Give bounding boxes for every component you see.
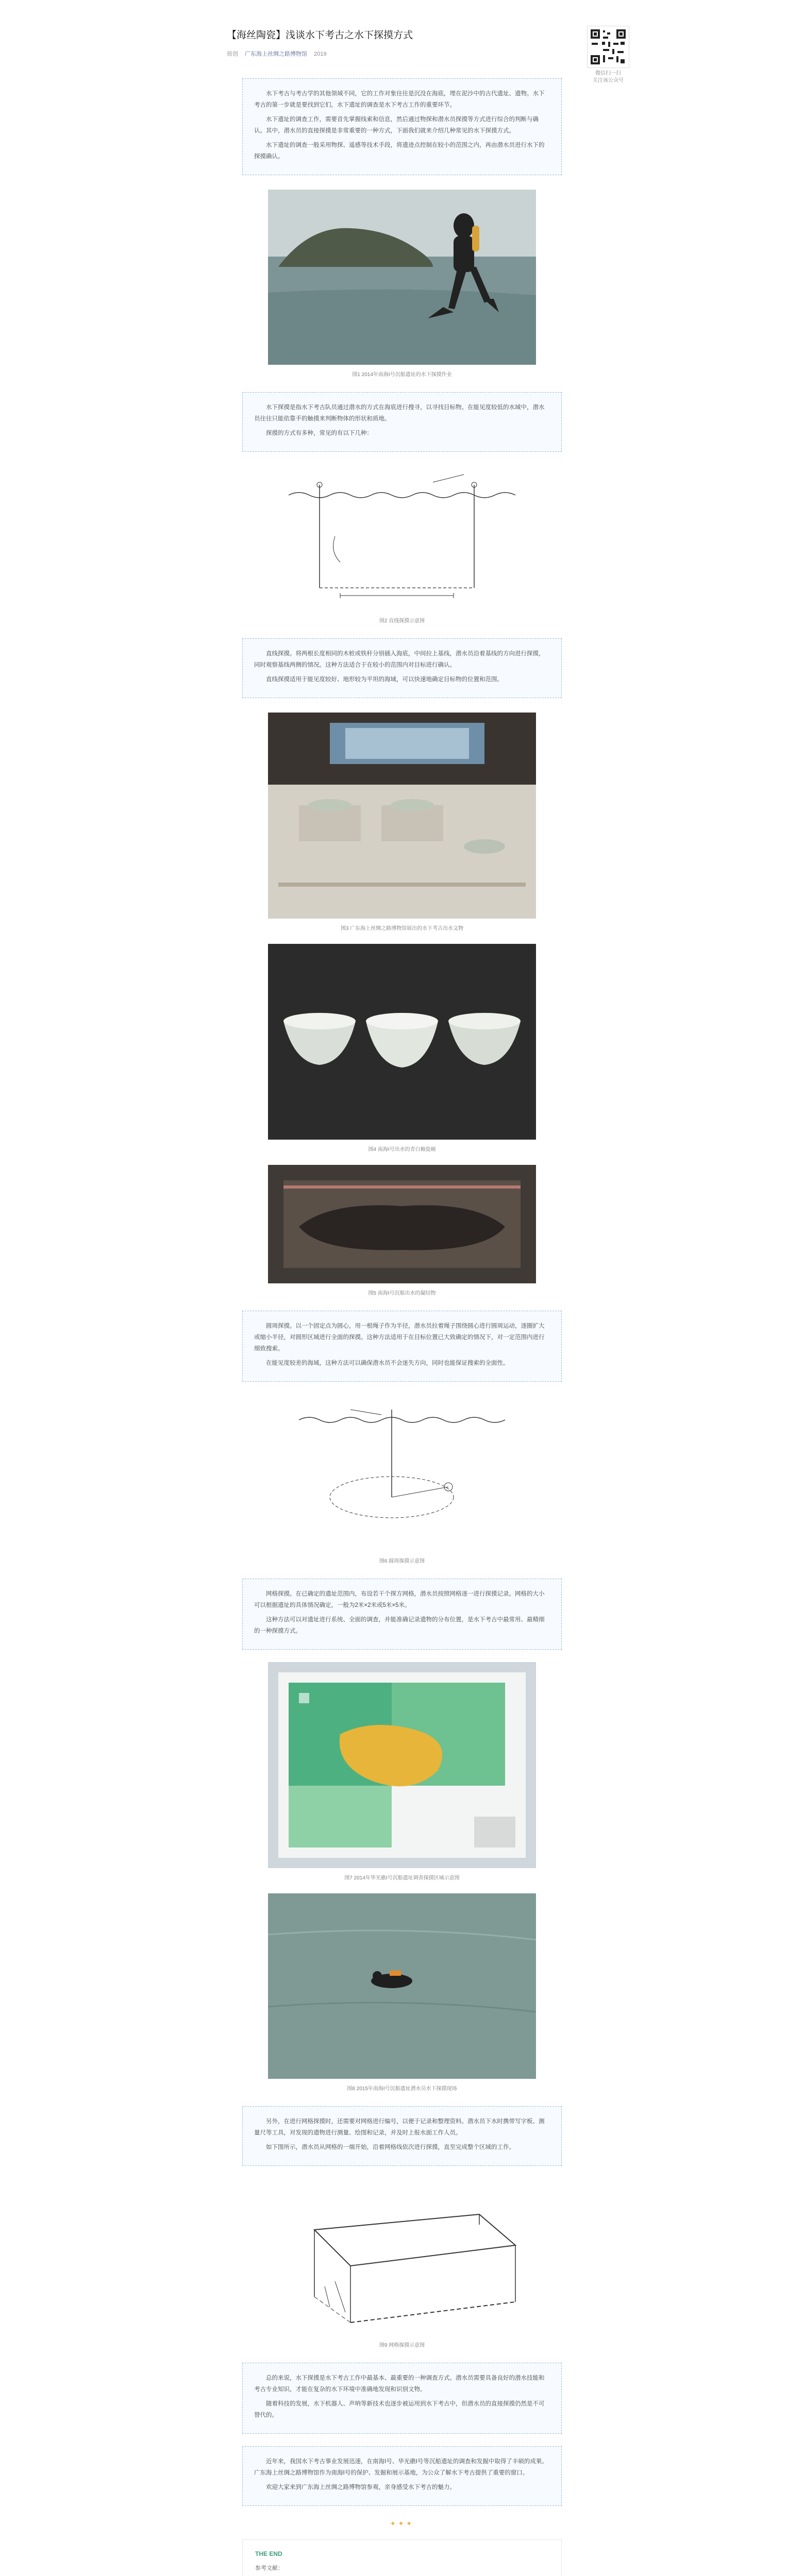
paragraph: 欢迎大家来到广东海上丝绸之路博物馆参观，亲身感受水下考古的魅力。 xyxy=(266,2484,456,2490)
line-search-sketch xyxy=(278,464,526,608)
paragraph: 探摸的方式有多种，常见的有以下几种： xyxy=(266,430,373,436)
paragraph: 近年来，我国水下考古事业发展迅速，在南海I号、华光礁I号等沉船遗址的调查和发掘中取得了丰硕的成果。广东海上丝绸之路博物馆作为南海I号的保护、发掘和展示基地，为公众了解水下考古提供了重要的窗口。 xyxy=(254,2459,548,2476)
paragraph: 水下考古与考古学的其他领域不同，它的工作对象往往是沉没在海底，埋在泥沙中的古代遗址、遗物。水下考古的第一步就是要找到它们，水下遗址的调查是水下考古工作的重要环节。 xyxy=(254,91,545,108)
figure-line-sketch xyxy=(227,464,577,624)
figure-exhibit xyxy=(227,713,577,931)
figure-caption: 图9 网格探摸示意图 xyxy=(379,2343,425,2348)
references-line xyxy=(255,2574,549,2576)
paragraph: 另外，在进行网格探摸时，还需要对网格进行编号，以便于记录和整理资料。潜水员下水时携带写字板、测量尺等工具，对发现的遗物进行测量、绘图和记录，并及时上报水面工作人员。 xyxy=(254,2119,545,2136)
grid-method-textbox xyxy=(242,1579,562,1650)
figure-caption: 图3 广东海上丝绸之路博物馆展出的水下考古出水文物 xyxy=(340,926,464,931)
box-method-textbox xyxy=(242,2106,562,2166)
references-box xyxy=(242,2539,562,2576)
figure-caption: 图1 2014年南海I号沉船遗址的水下探摸作业 xyxy=(352,372,452,378)
concretion-photo xyxy=(268,1165,536,1283)
paragraph: 圆周探摸。以一个固定点为圆心，用一根绳子作为半径，潜水员拉着绳子围绕圆心进行圆周运动，逐圈扩大或缩小半径，对圆形区域进行全面的探摸。这种方法适用于在目标位置已大致确定的情况下，对一定范围内进行细致搜索。 xyxy=(254,1323,545,1352)
follow-qr-code[interactable] xyxy=(587,26,629,68)
figure-circle-sketch xyxy=(227,1394,577,1564)
figure-caption: 图2 直线探摸示意图 xyxy=(379,618,425,624)
figure-caption: 图6 圆周探摸示意图 xyxy=(379,1558,425,1564)
figure-survey-map xyxy=(227,1662,577,1881)
bowls-photo xyxy=(268,944,536,1140)
publish-date: 2019 xyxy=(314,51,327,57)
closing-textbox xyxy=(242,2446,562,2506)
survey-map-photo xyxy=(268,1662,536,1868)
follow-qr-panel[interactable] xyxy=(577,26,639,84)
diver-sea-photo xyxy=(268,1893,536,2079)
paragraph: 随着科技的发展，水下机器人、声呐等新技术也逐步被运用到水下考古中，但潜水员的直接探摸仍然是不可替代的。 xyxy=(254,2401,545,2418)
circle-search-sketch xyxy=(289,1394,515,1549)
intro-textbox xyxy=(242,78,562,175)
figure-bowls xyxy=(227,944,577,1153)
references-heading: THE END xyxy=(255,2550,282,2557)
paragraph: 这种方法可以对遗址进行系统、全面的调查，并能准确记录遗物的分布位置，是水下考古中最常用、最精细的一种探摸方式。 xyxy=(254,1617,545,1634)
figure-caption: 图7 2014年华光礁I号沉船遗址调查探摸区域示意图 xyxy=(344,1875,460,1881)
paragraph: 水下探摸是指水下考古队员通过潜水的方式在海底进行搜寻，以寻找目标物。在能见度较低的水域中，潜水员往往只能依靠手的触摸来判断物体的形状和质地。 xyxy=(254,404,545,422)
paragraph: 水下遗址的调查工作，需要首先掌握线索和信息，然后通过物探和潜水员探摸等方式进行综合的判断与确认。其中，潜水员的直接探摸是非常重要的一种方式，下面我们就来介绍几种常见的水下探摸方式。 xyxy=(254,116,539,134)
article xyxy=(227,0,577,2576)
figure-caption: 图5 南海I号沉船出水的凝结物 xyxy=(368,1291,436,1296)
follow-qr-caption: 微信扫一扫 关注该公众号 xyxy=(593,71,624,83)
paragraph: 直线探摸。将两根长度相同的木桩或铁杆分别插入海底，中间拉上基线，潜水员沿着基线的方向进行探摸，同时观察基线两侧的情况。这种方法适合于在较小的范围内对目标进行确认。 xyxy=(254,651,545,668)
paragraph: 直线探摸适用于能见度较好、地形较为平坦的海域，可以快速地确定目标物的位置和范围。 xyxy=(266,676,503,683)
figure-diver xyxy=(227,190,577,378)
references-line: 参考文献： xyxy=(255,2565,283,2571)
paragraph: 水下遗址的调查一般采用物探、遥感等技术手段，将遗迹点控制在较小的范围之内，再由潜水员进行水下的探摸确认。 xyxy=(254,142,545,160)
paragraph: 总的来说，水下探摸是水下考古工作中最基本、最重要的一种调查方式。潜水员需要具备良好的潜水技能和考古专业知识，才能在复杂的水下环境中准确地发现和识别文物。 xyxy=(254,2375,545,2393)
figure-caption: 图8 2015年南海I号沉船遗址潜水员水下探摸现场 xyxy=(347,2086,457,2092)
original-badge: 原创 xyxy=(227,51,238,57)
figure-concretion xyxy=(227,1165,577,1296)
diver-photo xyxy=(268,190,536,365)
summary-textbox xyxy=(242,2363,562,2434)
paragraph: 网格探摸。在已确定的遗址范围内，布设若干个探方网格，潜水员按照网格逐一进行探摸记录。网格的大小可以根据遗址的具体情况确定，一般为2米×2米或5米×5米。 xyxy=(254,1591,545,1608)
article-meta xyxy=(227,49,577,58)
account-name-link[interactable]: 广东海上丝绸之路博物馆 xyxy=(245,51,308,57)
figure-diver-sea xyxy=(227,1893,577,2092)
grid-search-sketch xyxy=(273,2178,531,2333)
figure-grid-sketch xyxy=(227,2178,577,2348)
figure-caption: 图4 南海I号出水的青白釉瓷碗 xyxy=(368,1147,436,1153)
exhibit-photo xyxy=(268,713,536,919)
paragraph: 如下图所示，潜水员从网格的一端开始，沿着网格线依次进行探摸，直至完成整个区域的工作。 xyxy=(266,2144,515,2150)
section-separator: ✦✦✦ xyxy=(390,2519,414,2528)
circle-method-textbox xyxy=(242,1311,562,1382)
paragraph: 在能见度较差的海域，这种方法可以确保潜水员不会迷失方向，同时也能保证搜索的全面性。 xyxy=(266,1360,509,1366)
article-title: 【海丝陶瓷】浅谈水下考古之水下探摸方式 xyxy=(227,30,413,41)
method-intro-textbox xyxy=(242,392,562,452)
line-method-textbox xyxy=(242,638,562,698)
